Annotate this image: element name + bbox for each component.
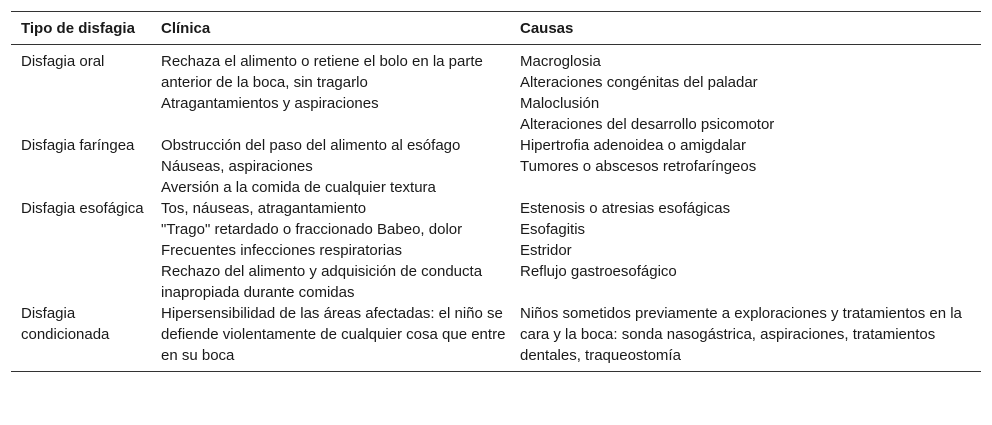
cell-line: Rechaza el alimento o retiene el bolo en la parte anterior de la boca, sin tragarlo <box>161 53 483 91</box>
cell-line: Náuseas, aspiraciones <box>161 158 313 175</box>
cell-clinic <box>151 198 510 303</box>
cell-causes <box>510 45 981 136</box>
cell-clinic <box>151 303 510 371</box>
cell-line: Tos, náuseas, atragantamiento <box>161 200 367 217</box>
table-row <box>11 303 981 371</box>
table-row <box>11 135 981 198</box>
cell-line: Alteraciones congénitas del paladar <box>520 74 758 91</box>
cell-line: Esofagitis <box>520 221 586 238</box>
header-causes: Causas <box>510 12 981 45</box>
cell-line: Alteraciones del desarrollo psicomotor <box>520 116 775 133</box>
cell-type <box>11 135 151 198</box>
cell-line: "Trago" retardado o fraccionado Babeo, dolor <box>161 221 463 238</box>
cell-line: Estenosis o atresias esofágicas <box>520 200 731 217</box>
cell-causes <box>510 135 981 198</box>
cell-clinic <box>151 135 510 198</box>
cell-line: Disfagia oral <box>21 53 105 70</box>
cell-clinic <box>151 45 510 136</box>
cell-type <box>11 45 151 136</box>
dysphagia-table-container <box>11 11 981 372</box>
cell-line: Disfagia condicionada <box>21 305 110 343</box>
cell-line: Frecuentes infecciones respiratorias <box>161 242 402 259</box>
header-row <box>11 12 981 45</box>
table-row <box>11 198 981 303</box>
cell-line: Reflujo gastroesofágico <box>520 263 677 280</box>
cell-line: Estridor <box>520 242 572 259</box>
table-body <box>11 45 981 372</box>
cell-line: Niños sometidos previamente a exploraciones y tratamientos en la cara y la boca: sonda nasogástrica, aspiraciones, tratamientos dentales, traqueostomía <box>520 305 962 364</box>
cell-line: Atragantamientos y aspiraciones <box>161 95 379 112</box>
cell-line: Disfagia faríngea <box>21 137 135 154</box>
cell-type <box>11 198 151 303</box>
table-row <box>11 45 981 136</box>
cell-line: Obstrucción del paso del alimento al esófago <box>161 137 461 154</box>
header-clinic: Clínica <box>151 12 510 45</box>
cell-line: Disfagia esofágica <box>21 200 144 217</box>
cell-line: Macroglosia <box>520 53 601 70</box>
cell-line: Hipertrofia adenoidea o amigdalar <box>520 137 746 154</box>
table-header <box>11 12 981 45</box>
dysphagia-table <box>11 12 981 371</box>
cell-line: Rechazo del alimento y adquisición de conducta inapropiada durante comidas <box>161 263 483 301</box>
cell-line: Tumores o abscesos retrofaríngeos <box>520 158 757 175</box>
cell-line: Hipersensibilidad de las áreas afectadas: el niño se defiende violentamente de cualquier cosa que entre en su boca <box>161 305 506 364</box>
cell-type <box>11 303 151 371</box>
cell-line: Aversión a la comida de cualquier textura <box>161 179 436 196</box>
header-type: Tipo de disfagia <box>11 12 151 45</box>
cell-causes <box>510 198 981 303</box>
cell-line: Maloclusión <box>520 95 600 112</box>
cell-causes <box>510 303 981 371</box>
